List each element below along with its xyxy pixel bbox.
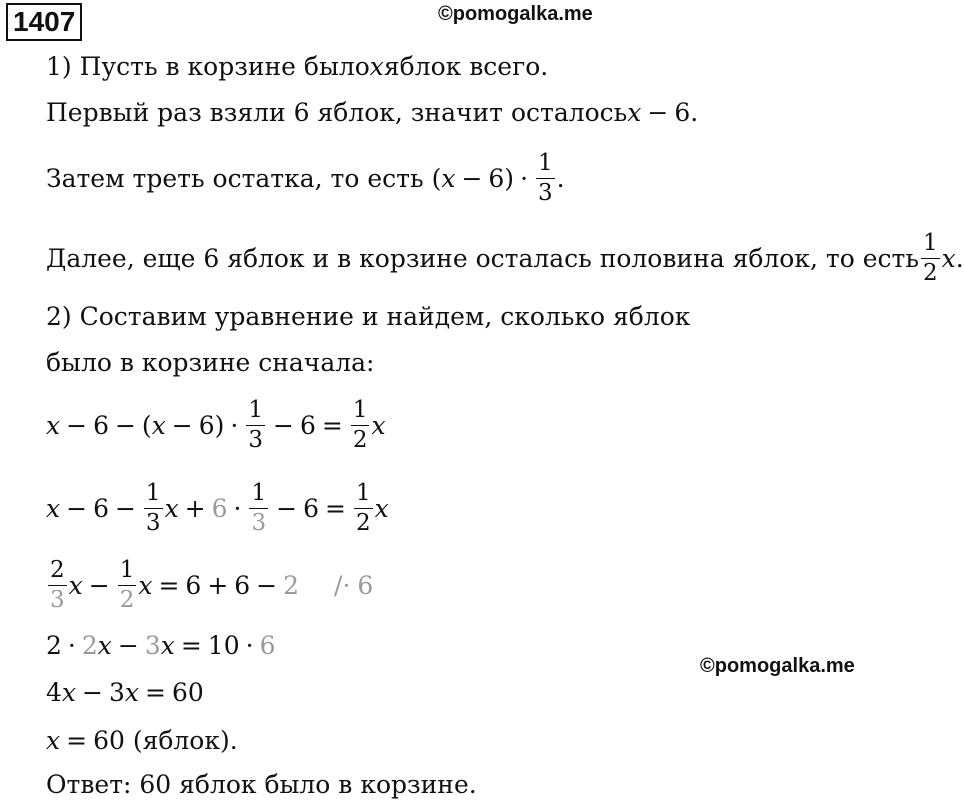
num-gray: 2 <box>283 570 300 600</box>
denominator: 3 <box>50 586 65 613</box>
denominator: 3 <box>145 509 161 536</box>
var-x: x <box>374 493 389 523</box>
plus: + <box>207 570 229 600</box>
num: 4 <box>46 677 62 707</box>
numerator: 1 <box>351 399 370 426</box>
numerator: 1 <box>536 152 555 179</box>
equation-1 <box>46 396 386 453</box>
fraction-one-third <box>246 396 265 453</box>
num: 60 <box>171 677 204 707</box>
var-x: x <box>68 570 83 600</box>
minus: − <box>647 97 669 127</box>
cdot: · <box>233 493 242 523</box>
var-x: x <box>627 97 642 127</box>
fraction-one-half <box>351 396 370 453</box>
fraction-one-half <box>921 229 940 286</box>
minus: − <box>171 410 193 440</box>
var-x: x <box>61 677 77 707</box>
watermark-bottom: ©pomogalka.me <box>700 655 855 677</box>
equation-4 <box>46 625 275 665</box>
step2-line1 <box>46 296 690 336</box>
equals: = <box>321 410 343 440</box>
answer-text: Ответ: 60 яблок было в корзине. <box>46 769 477 799</box>
denominator: 2 <box>119 586 135 613</box>
numerator: 1 <box>249 482 268 509</box>
text: 2) Составим уравнение и найдем, сколько яблок <box>46 301 691 331</box>
fraction-one-half <box>118 556 137 613</box>
minus: − <box>256 570 278 600</box>
step2-line2 <box>46 342 374 382</box>
paren-end: 6) <box>488 163 515 193</box>
var-x: x <box>151 410 166 440</box>
var-x: x <box>941 243 956 273</box>
denominator: 3 <box>248 426 264 453</box>
numerator: 1 <box>144 482 163 509</box>
text: Затем треть остатка, то есть ( <box>46 163 442 193</box>
text: яблок всего. <box>383 51 549 81</box>
step1-line1 <box>46 46 548 86</box>
step1-line2 <box>46 92 698 132</box>
equation-3 <box>46 556 374 613</box>
var-x: x <box>97 630 112 660</box>
minus: − <box>66 410 88 440</box>
equals: = <box>144 677 166 707</box>
var-x: x <box>46 493 61 523</box>
text: Первый раз взяли 6 яблок, значит осталось <box>46 97 628 127</box>
num-gray: 2 <box>81 630 98 660</box>
numerator: 2 <box>48 559 67 586</box>
denominator: 3 <box>251 509 267 536</box>
rparen: ) <box>214 410 225 440</box>
var-x: x <box>124 677 139 707</box>
minus: − <box>273 410 294 440</box>
equals: = <box>158 570 180 600</box>
var-x: x <box>369 51 384 81</box>
task-number: 1407 <box>6 3 82 41</box>
var-x: x <box>46 410 61 440</box>
denominator: 3 <box>538 179 553 206</box>
num: 6 <box>234 570 251 600</box>
var-x: x <box>46 725 61 755</box>
numerator: 1 <box>118 559 137 586</box>
var-x: x <box>138 570 153 600</box>
minus: − <box>114 493 136 523</box>
denominator: 2 <box>352 426 368 453</box>
minus: − <box>276 493 298 523</box>
equation-2 <box>46 479 389 536</box>
cdot: · <box>230 410 239 440</box>
denominator: 2 <box>355 509 371 536</box>
minus: − <box>114 410 136 440</box>
equals: = <box>324 493 346 523</box>
cdot: · <box>520 163 529 193</box>
num: 10 <box>207 630 240 660</box>
num-gray: 6 <box>259 630 276 660</box>
num: 6 <box>93 410 109 440</box>
minus: − <box>88 570 110 600</box>
fraction-one-half <box>354 479 373 536</box>
var-x: x <box>164 493 179 523</box>
dot: . <box>955 243 964 273</box>
fraction-one-third-cancelled <box>249 479 268 536</box>
watermark-top: ©pomogalka.me <box>438 3 593 25</box>
numerator: 1 <box>354 482 373 509</box>
num: 6 <box>185 570 202 600</box>
minus: − <box>461 163 483 193</box>
text: Далее, еще 6 яблок и в корзине осталась половина яблок, то есть <box>46 243 919 273</box>
num: 3 <box>108 677 125 707</box>
dot: . <box>556 163 565 193</box>
denominator: 2 <box>922 259 938 286</box>
fraction-two-thirds <box>48 556 67 613</box>
num: 6 <box>299 410 316 440</box>
num: 2 <box>46 630 62 660</box>
text: 1) Пусть в корзине было <box>46 51 370 81</box>
multiply-note: /· <box>334 570 351 600</box>
var-x: x <box>160 630 175 660</box>
num: 6 <box>198 410 215 440</box>
lparen: ( <box>141 410 152 440</box>
multiplier: 6 <box>357 570 374 600</box>
plus: + <box>184 493 206 523</box>
num: 6. <box>674 97 699 127</box>
fraction-one-third <box>144 479 163 536</box>
minus: − <box>117 630 139 660</box>
num-cancelled: 6 <box>211 493 228 523</box>
cdot: · <box>67 630 76 660</box>
numerator: 1 <box>246 399 265 426</box>
result: 60 (яблок). <box>93 725 238 755</box>
step1-line3 <box>46 149 565 206</box>
equals: = <box>180 630 202 660</box>
num: 6 <box>303 493 319 523</box>
minus: − <box>82 677 103 707</box>
num-gray: 3 <box>144 630 161 660</box>
fraction-one-third <box>536 149 555 206</box>
minus: − <box>66 493 88 523</box>
var-x: x <box>371 410 386 440</box>
text: было в корзине сначала: <box>46 347 375 377</box>
num: 6 <box>93 493 109 523</box>
cdot: · <box>245 630 254 660</box>
equation-5 <box>46 672 204 712</box>
equation-6 <box>46 720 238 760</box>
var-x: x <box>441 163 456 193</box>
equals: = <box>66 725 88 755</box>
step1-line4 <box>46 229 964 286</box>
answer <box>46 764 477 804</box>
numerator: 1 <box>921 232 940 259</box>
